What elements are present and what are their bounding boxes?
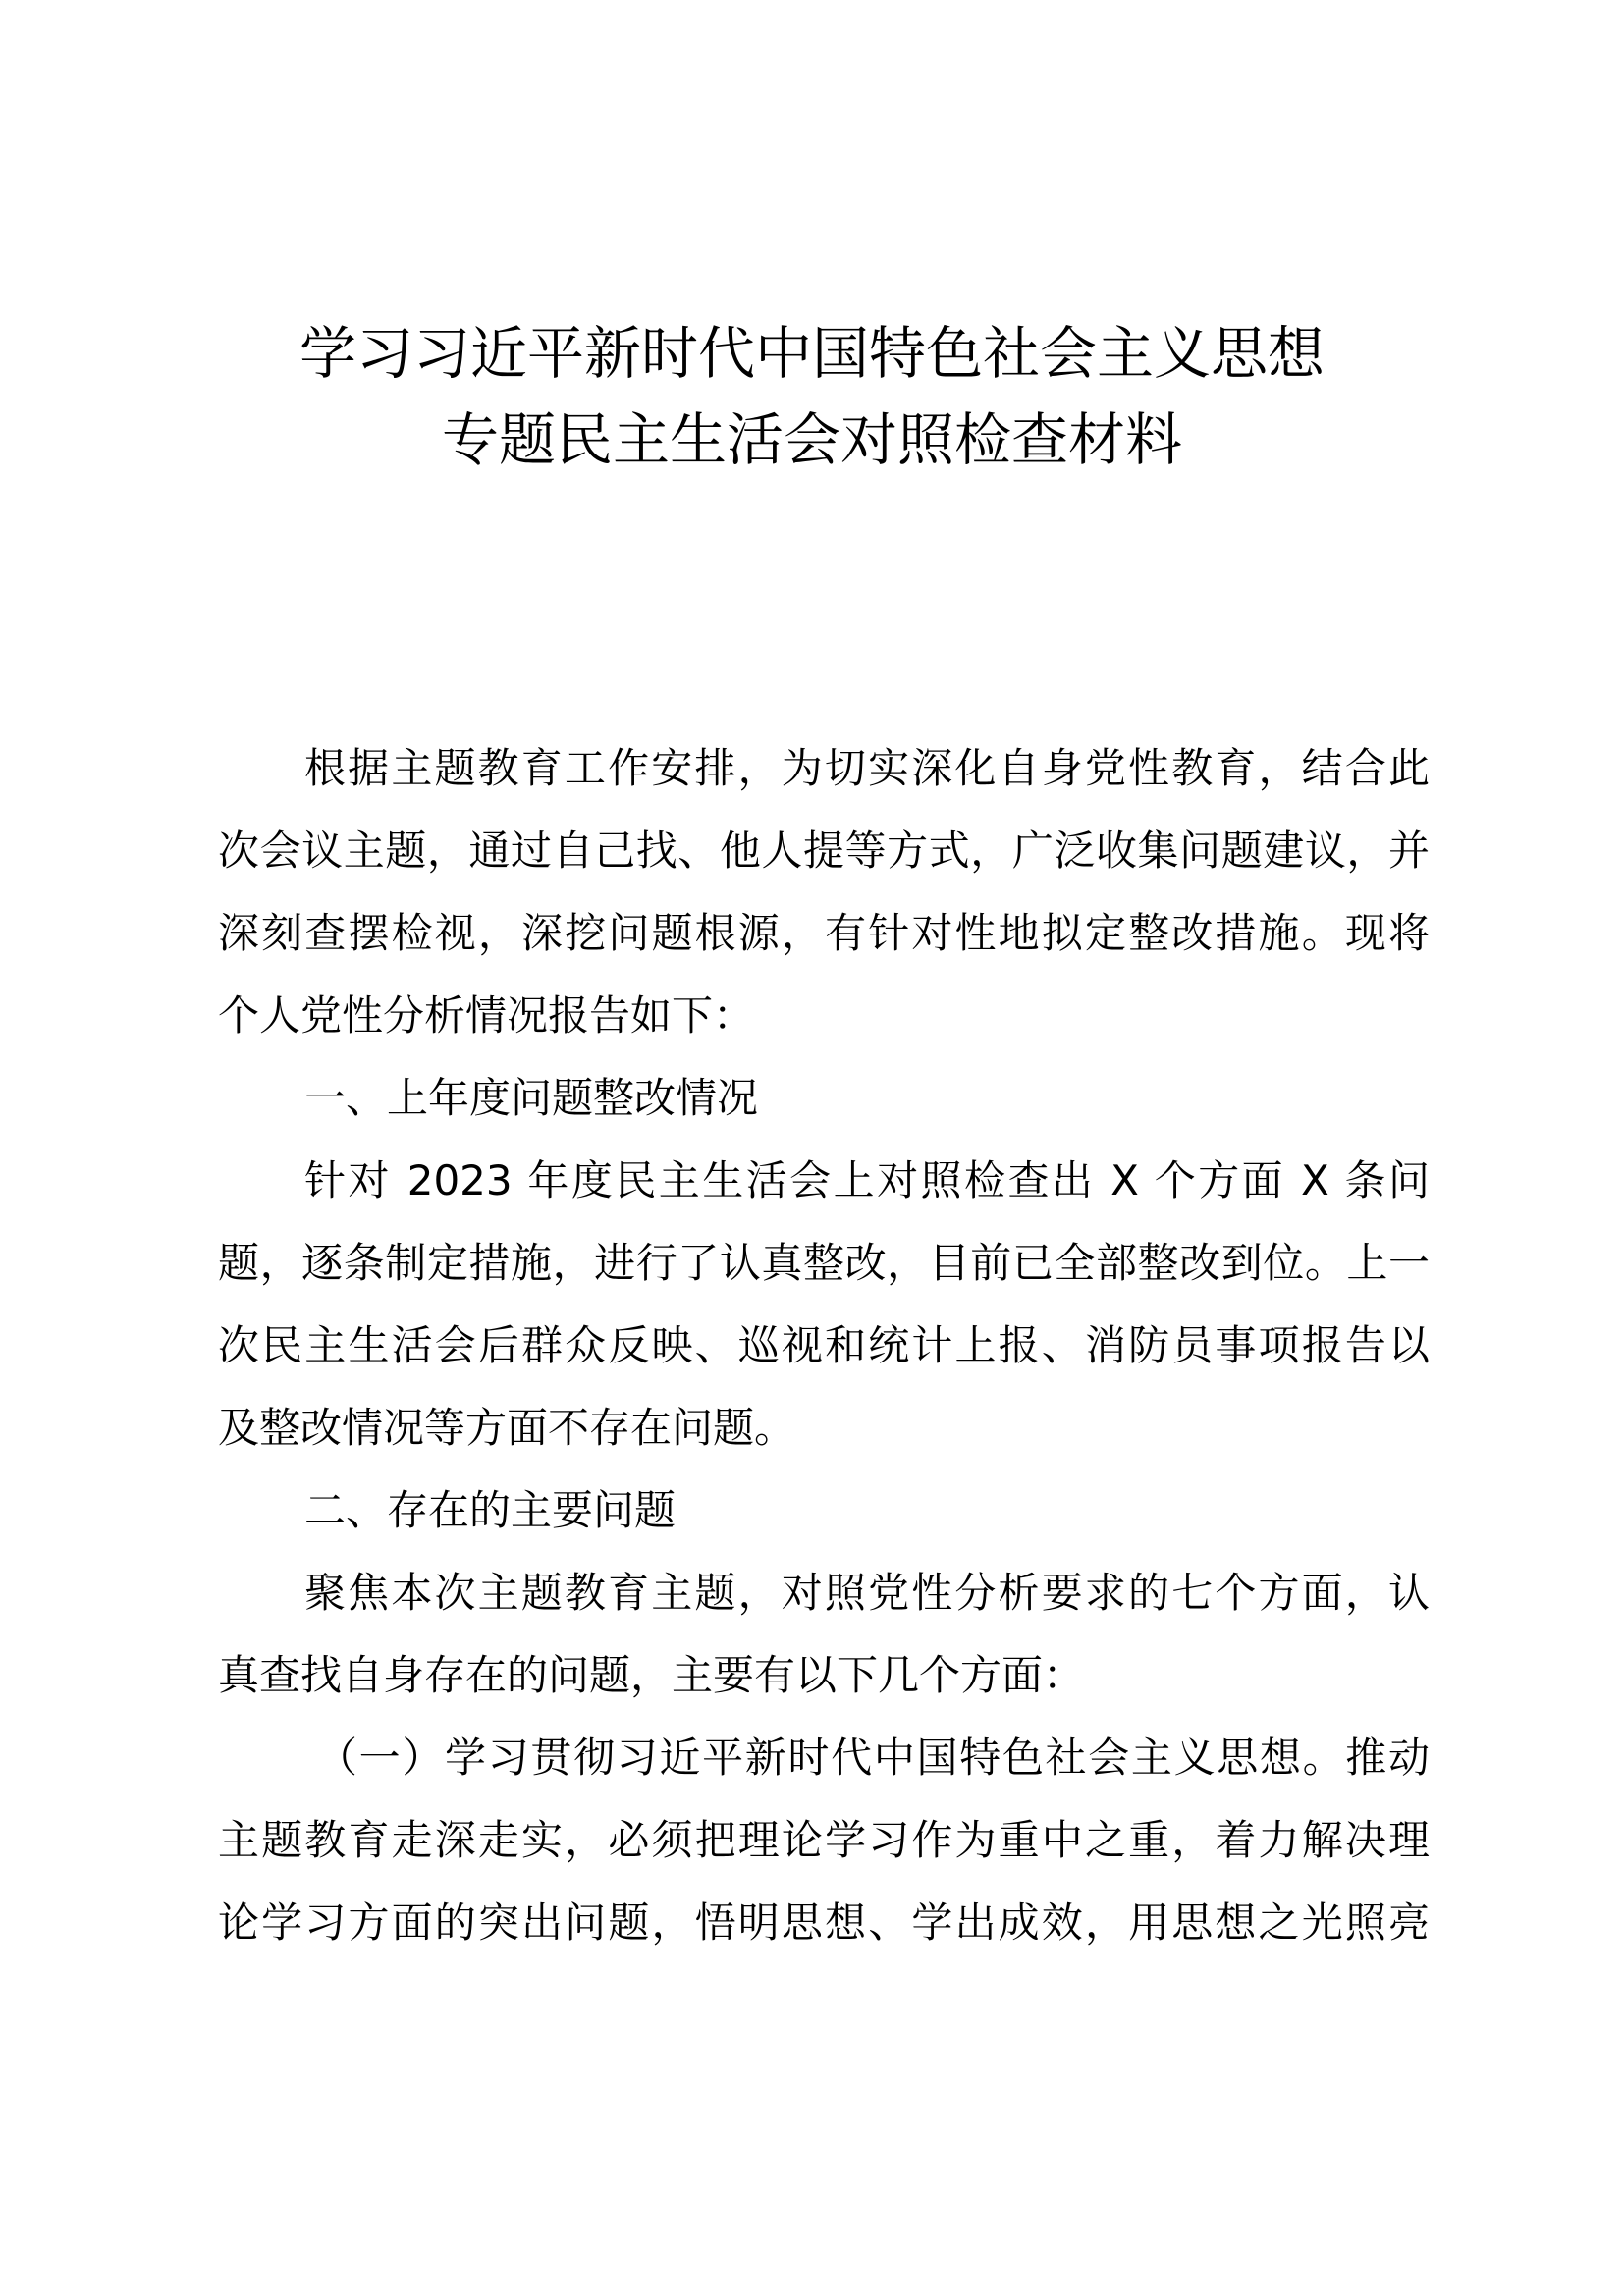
text-line: 针对 2023 年度民主生活会上对照检查出 X 个方面 X 条问 — [304, 1156, 1430, 1204]
text-line: 深刻查摆检视，深挖问题根源，有针对性地拟定整改措施。现将 — [218, 909, 1430, 957]
text-line: 主题教育走深走实，必须把理论学习作为重中之重，着力解决理 — [218, 1816, 1430, 1864]
document-body — [218, 727, 1430, 1964]
text-line: 一、上年度问题整改情况 — [304, 1074, 759, 1122]
text-line: 个人党性分析情况报告如下： — [218, 991, 755, 1040]
text-line: 真查找自身存在的问题，主要有以下几个方面： — [218, 1651, 1085, 1699]
text-line: 次会议主题，通过自己找、他人提等方式，广泛收集问题建议，并 — [218, 827, 1430, 875]
document-title-line-2: 专题民主生活会对照检查材料 — [441, 406, 1182, 473]
text-line: 根据主题教育工作安排，为切实深化自身党性教育，结合此 — [304, 744, 1430, 792]
text-line: 二、存在的主要问题 — [304, 1486, 677, 1534]
text-line: 及整改情况等方面不存在问题。 — [218, 1404, 796, 1452]
text-line: 论学习方面的突出问题，悟明思想、学出成效，用思想之光照亮 — [218, 1898, 1430, 1947]
text-line: （一）学习贯彻习近平新时代中国特色社会主义思想。推动 — [316, 1734, 1430, 1782]
text-line: 题，逐条制定措施，进行了认真整改，目前已全部整改到位。上一 — [218, 1239, 1430, 1287]
text-line: 聚焦本次主题教育主题，对照党性分析要求的七个方面，认 — [304, 1569, 1430, 1617]
document-title-line-1: 学习习近平新时代中国特色社会主义思想 — [298, 320, 1325, 387]
text-line: 次民主生活会后群众反映、巡视和统计上报、消防员事项报告以 — [218, 1321, 1430, 1369]
